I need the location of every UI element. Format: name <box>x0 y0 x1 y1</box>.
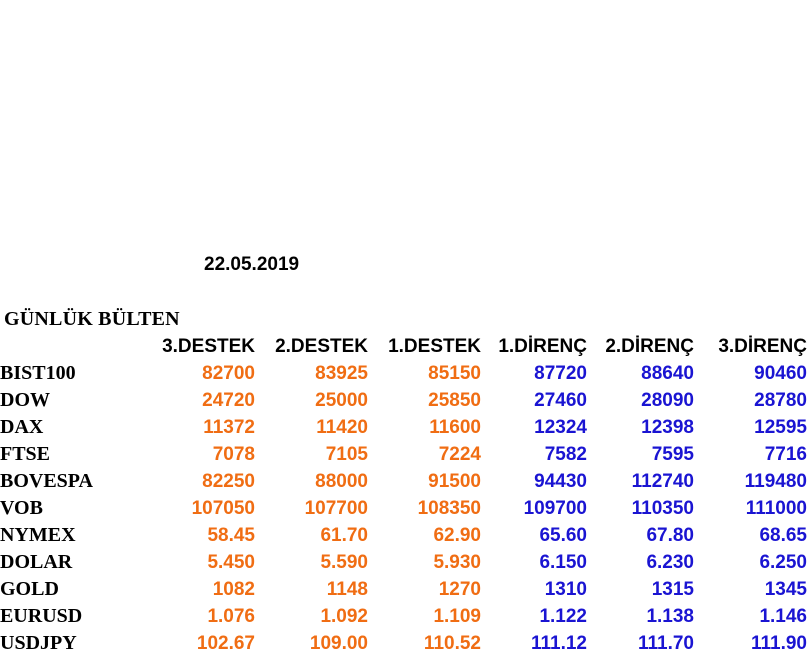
level-resistance-2: 7595 <box>651 444 694 465</box>
level-resistance-3: 1345 <box>764 579 807 600</box>
level-support-2: 11420 <box>316 417 368 438</box>
level-support-2: 61.70 <box>320 525 368 546</box>
level-resistance-1: 6.150 <box>539 552 587 573</box>
level-support-1: 108350 <box>417 498 481 519</box>
level-resistance-3: 68.65 <box>759 525 807 546</box>
table-row <box>0 495 807 522</box>
level-resistance-2: 1315 <box>651 579 694 600</box>
instrument-name: DOW <box>0 389 50 411</box>
table-row <box>0 549 807 576</box>
table-row <box>0 360 807 387</box>
level-support-1: 7224 <box>438 444 481 465</box>
header-row <box>0 333 807 360</box>
level-support-3: 107050 <box>191 498 255 519</box>
level-resistance-1: 1.122 <box>539 606 587 627</box>
level-resistance-2: 1.138 <box>646 606 694 627</box>
level-support-1: 1.109 <box>433 606 481 627</box>
level-resistance-3: 111.90 <box>750 633 807 654</box>
level-support-3: 1.076 <box>207 606 255 627</box>
header-resistance-3: 3.DİRENÇ <box>718 336 807 357</box>
header-resistance-1: 1.DİRENÇ <box>498 336 587 357</box>
instrument-name: USDJPY <box>0 632 77 654</box>
instrument-name: DAX <box>0 416 44 438</box>
level-support-1: 110.52 <box>423 633 481 654</box>
level-support-1: 11600 <box>429 417 481 438</box>
level-resistance-3: 111000 <box>745 498 807 519</box>
bulletin-title: GÜNLÜK BÜLTEN <box>4 308 180 330</box>
level-support-3: 102.67 <box>196 633 255 654</box>
level-resistance-3: 7716 <box>764 444 807 465</box>
level-resistance-2: 88640 <box>641 363 694 384</box>
level-support-3: 1082 <box>212 579 255 600</box>
level-support-2: 107700 <box>304 498 368 519</box>
table-row <box>0 603 807 630</box>
table-row <box>0 630 807 657</box>
level-support-2: 1148 <box>326 579 368 600</box>
level-resistance-2: 12398 <box>641 417 694 438</box>
level-resistance-1: 109700 <box>523 498 587 519</box>
level-support-1: 85150 <box>428 363 481 384</box>
instrument-name: NYMEX <box>0 524 76 546</box>
level-support-3: 58.45 <box>207 525 255 546</box>
instrument-name: VOB <box>0 497 43 519</box>
levels-table <box>0 333 807 657</box>
level-support-3: 82250 <box>202 471 255 492</box>
level-resistance-3: 119480 <box>744 471 807 492</box>
level-resistance-1: 94430 <box>534 471 587 492</box>
level-support-2: 109.00 <box>309 633 368 654</box>
level-resistance-2: 28090 <box>641 390 694 411</box>
header-support-1: 1.DESTEK <box>388 336 481 357</box>
instrument-name: BOVESPA <box>0 470 93 492</box>
level-support-1: 1270 <box>438 579 481 600</box>
instrument-header <box>0 333 144 360</box>
instrument-name: DOLAR <box>0 551 73 573</box>
instrument-name: FTSE <box>0 443 51 465</box>
level-support-2: 88000 <box>315 471 368 492</box>
level-resistance-1: 1310 <box>544 579 587 600</box>
level-resistance-3: 90460 <box>754 363 807 384</box>
level-support-1: 91500 <box>428 471 481 492</box>
level-resistance-1: 65.60 <box>539 525 587 546</box>
level-resistance-2: 110350 <box>631 498 694 519</box>
level-support-2: 25000 <box>315 390 368 411</box>
level-support-3: 24720 <box>202 390 255 411</box>
instrument-name: BIST100 <box>0 362 76 384</box>
level-resistance-3: 1.146 <box>759 606 807 627</box>
level-resistance-1: 87720 <box>534 363 587 384</box>
instrument-name: EURUSD <box>0 605 83 627</box>
table-row <box>0 387 807 414</box>
header-support-3: 3.DESTEK <box>162 336 255 357</box>
level-resistance-2: 67.80 <box>646 525 694 546</box>
level-support-3: 82700 <box>202 363 255 384</box>
level-resistance-3: 12595 <box>754 417 807 438</box>
level-support-1: 62.90 <box>433 525 481 546</box>
header-resistance-2: 2.DİRENÇ <box>605 336 694 357</box>
level-support-1: 25850 <box>428 390 481 411</box>
level-resistance-3: 28780 <box>754 390 807 411</box>
level-support-3: 5.450 <box>207 552 255 573</box>
level-resistance-1: 111.12 <box>530 633 587 654</box>
level-support-3: 7078 <box>212 444 255 465</box>
level-resistance-2: 111.70 <box>637 633 694 654</box>
instrument-name: GOLD <box>0 578 59 600</box>
report-date: 22.05.2019 <box>204 254 300 275</box>
level-support-3: 11372 <box>203 417 255 438</box>
level-resistance-1: 27460 <box>534 390 587 411</box>
header-support-2: 2.DESTEK <box>275 336 368 357</box>
level-support-2: 5.590 <box>320 552 368 573</box>
table-row <box>0 468 807 495</box>
table-row <box>0 522 807 549</box>
level-support-1: 5.930 <box>433 552 481 573</box>
level-resistance-1: 7582 <box>544 444 587 465</box>
table-row <box>0 441 807 468</box>
level-resistance-2: 112740 <box>631 471 694 492</box>
level-resistance-3: 6.250 <box>759 552 807 573</box>
level-support-2: 1.092 <box>320 606 368 627</box>
level-resistance-2: 6.230 <box>646 552 694 573</box>
level-support-2: 83925 <box>315 363 368 384</box>
table-row <box>0 414 807 441</box>
table-row <box>0 576 807 603</box>
level-resistance-1: 12324 <box>534 417 587 438</box>
level-support-2: 7105 <box>325 444 368 465</box>
